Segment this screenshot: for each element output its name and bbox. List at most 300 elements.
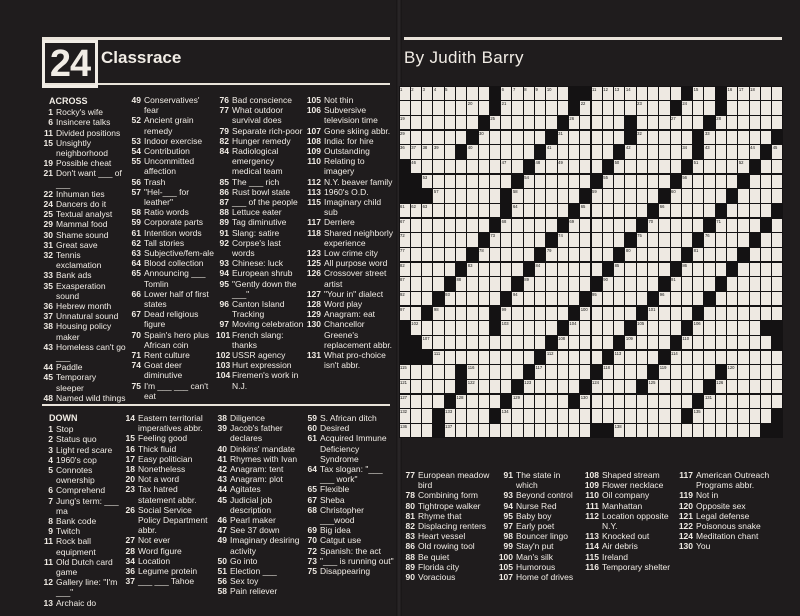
- grid-cell[interactable]: [580, 116, 590, 130]
- grid-cell[interactable]: [569, 292, 579, 306]
- grid-cell[interactable]: [693, 409, 703, 423]
- grid-cell[interactable]: [546, 101, 556, 115]
- grid-cell[interactable]: [772, 233, 782, 247]
- grid-cell[interactable]: [422, 277, 432, 291]
- grid-cell[interactable]: [603, 365, 613, 379]
- grid-cell[interactable]: [411, 160, 421, 174]
- grid-cell[interactable]: [467, 409, 477, 423]
- grid-cell[interactable]: [603, 101, 613, 115]
- grid-cell[interactable]: [400, 131, 410, 145]
- grid-cell[interactable]: [625, 365, 635, 379]
- grid-cell[interactable]: [750, 365, 760, 379]
- grid-cell[interactable]: [727, 116, 737, 130]
- grid-cell[interactable]: [738, 351, 748, 365]
- grid-cell[interactable]: [479, 219, 489, 233]
- grid-cell[interactable]: [479, 145, 489, 159]
- grid-cell[interactable]: [761, 307, 771, 321]
- grid-cell[interactable]: [433, 336, 443, 350]
- grid-cell[interactable]: [693, 87, 703, 101]
- grid-cell[interactable]: [411, 277, 421, 291]
- grid-cell[interactable]: [546, 321, 556, 335]
- grid-cell[interactable]: [490, 189, 500, 203]
- grid-cell[interactable]: [738, 424, 748, 438]
- grid-cell[interactable]: [433, 101, 443, 115]
- grid-cell[interactable]: [580, 160, 590, 174]
- grid-cell[interactable]: [682, 307, 692, 321]
- grid-cell[interactable]: [659, 116, 669, 130]
- grid-cell[interactable]: [411, 307, 421, 321]
- grid-cell[interactable]: [400, 277, 410, 291]
- grid-cell[interactable]: [512, 424, 522, 438]
- grid-cell[interactable]: [648, 307, 658, 321]
- grid-cell[interactable]: [445, 189, 455, 203]
- grid-cell[interactable]: [592, 351, 602, 365]
- grid-cell[interactable]: [580, 101, 590, 115]
- grid-cell[interactable]: [625, 219, 635, 233]
- grid-cell[interactable]: [727, 307, 737, 321]
- grid-cell[interactable]: [411, 409, 421, 423]
- grid-cell[interactable]: [580, 145, 590, 159]
- grid-cell[interactable]: [512, 292, 522, 306]
- grid-cell[interactable]: [535, 395, 545, 409]
- grid-cell[interactable]: [637, 233, 647, 247]
- grid-cell[interactable]: [546, 351, 556, 365]
- grid-cell[interactable]: [716, 248, 726, 262]
- grid-cell[interactable]: [614, 175, 624, 189]
- grid-cell[interactable]: [682, 336, 692, 350]
- grid-cell[interactable]: [422, 219, 432, 233]
- grid-cell[interactable]: [738, 131, 748, 145]
- grid-cell[interactable]: [479, 321, 489, 335]
- grid-cell[interactable]: [456, 116, 466, 130]
- grid-cell[interactable]: [558, 395, 568, 409]
- grid-cell[interactable]: [524, 277, 534, 291]
- grid-cell[interactable]: [490, 131, 500, 145]
- grid-cell[interactable]: [512, 321, 522, 335]
- grid-cell[interactable]: [535, 263, 545, 277]
- grid-cell[interactable]: [603, 395, 613, 409]
- grid-cell[interactable]: [535, 424, 545, 438]
- grid-cell[interactable]: [580, 395, 590, 409]
- grid-cell[interactable]: [637, 204, 647, 218]
- grid-cell[interactable]: [614, 395, 624, 409]
- grid-cell[interactable]: [501, 160, 511, 174]
- grid-cell[interactable]: [671, 409, 681, 423]
- grid-cell[interactable]: [682, 277, 692, 291]
- grid-cell[interactable]: [693, 365, 703, 379]
- grid-cell[interactable]: [761, 116, 771, 130]
- grid-cell[interactable]: [400, 409, 410, 423]
- grid-cell[interactable]: [400, 365, 410, 379]
- grid-cell[interactable]: [671, 189, 681, 203]
- grid-cell[interactable]: [512, 263, 522, 277]
- grid-cell[interactable]: [682, 189, 692, 203]
- grid-cell[interactable]: [750, 395, 760, 409]
- grid-cell[interactable]: [546, 219, 556, 233]
- grid-cell[interactable]: [456, 277, 466, 291]
- grid-cell[interactable]: [467, 189, 477, 203]
- grid-cell[interactable]: [592, 292, 602, 306]
- grid-cell[interactable]: [772, 87, 782, 101]
- grid-cell[interactable]: [456, 351, 466, 365]
- grid-cell[interactable]: [738, 204, 748, 218]
- grid-cell[interactable]: [750, 409, 760, 423]
- grid-cell[interactable]: [637, 321, 647, 335]
- grid-cell[interactable]: [738, 233, 748, 247]
- grid-cell[interactable]: [614, 131, 624, 145]
- grid-cell[interactable]: [625, 292, 635, 306]
- grid-cell[interactable]: [569, 263, 579, 277]
- grid-cell[interactable]: [433, 395, 443, 409]
- grid-cell[interactable]: [535, 336, 545, 350]
- grid-cell[interactable]: [422, 365, 432, 379]
- grid-cell[interactable]: [693, 351, 703, 365]
- grid-cell[interactable]: [738, 160, 748, 174]
- grid-cell[interactable]: [693, 424, 703, 438]
- grid-cell[interactable]: [479, 395, 489, 409]
- grid-cell[interactable]: [456, 409, 466, 423]
- grid-cell[interactable]: [772, 145, 782, 159]
- grid-cell[interactable]: [614, 204, 624, 218]
- grid-cell[interactable]: [512, 233, 522, 247]
- grid-cell[interactable]: [637, 424, 647, 438]
- grid-cell[interactable]: [558, 189, 568, 203]
- grid-cell[interactable]: [693, 321, 703, 335]
- grid-cell[interactable]: [625, 424, 635, 438]
- grid-cell[interactable]: [467, 233, 477, 247]
- grid-cell[interactable]: [750, 175, 760, 189]
- grid-cell[interactable]: [603, 336, 613, 350]
- grid-cell[interactable]: [738, 395, 748, 409]
- grid-cell[interactable]: [569, 160, 579, 174]
- grid-cell[interactable]: [422, 409, 432, 423]
- grid-cell[interactable]: [750, 87, 760, 101]
- grid-cell[interactable]: [671, 395, 681, 409]
- grid-cell[interactable]: [592, 131, 602, 145]
- grid-cell[interactable]: [535, 131, 545, 145]
- grid-cell[interactable]: [625, 87, 635, 101]
- grid-cell[interactable]: [558, 292, 568, 306]
- grid-cell[interactable]: [479, 292, 489, 306]
- grid-cell[interactable]: [727, 219, 737, 233]
- grid-cell[interactable]: [648, 145, 658, 159]
- grid-cell[interactable]: [558, 409, 568, 423]
- grid-cell[interactable]: [682, 263, 692, 277]
- grid-cell[interactable]: [659, 219, 669, 233]
- grid-cell[interactable]: [411, 233, 421, 247]
- grid-cell[interactable]: [501, 365, 511, 379]
- grid-cell[interactable]: [558, 145, 568, 159]
- grid-cell[interactable]: [569, 424, 579, 438]
- grid-cell[interactable]: [445, 87, 455, 101]
- grid-cell[interactable]: [501, 145, 511, 159]
- grid-cell[interactable]: [569, 351, 579, 365]
- grid-cell[interactable]: [614, 424, 624, 438]
- grid-cell[interactable]: [738, 189, 748, 203]
- grid-cell[interactable]: [614, 233, 624, 247]
- grid-cell[interactable]: [637, 292, 647, 306]
- grid-cell[interactable]: [512, 395, 522, 409]
- grid-cell[interactable]: [659, 365, 669, 379]
- grid-cell[interactable]: [433, 248, 443, 262]
- grid-cell[interactable]: [433, 219, 443, 233]
- grid-cell[interactable]: [467, 204, 477, 218]
- grid-cell[interactable]: [445, 219, 455, 233]
- grid-cell[interactable]: [592, 204, 602, 218]
- grid-cell[interactable]: [648, 131, 658, 145]
- grid-cell[interactable]: [682, 380, 692, 394]
- grid-cell[interactable]: [727, 351, 737, 365]
- grid-cell[interactable]: [558, 380, 568, 394]
- grid-cell[interactable]: [512, 307, 522, 321]
- grid-cell[interactable]: [750, 116, 760, 130]
- grid-cell[interactable]: [592, 307, 602, 321]
- grid-cell[interactable]: [524, 380, 534, 394]
- grid-cell[interactable]: [625, 189, 635, 203]
- grid-cell[interactable]: [467, 321, 477, 335]
- grid-cell[interactable]: [580, 131, 590, 145]
- grid-cell[interactable]: [614, 116, 624, 130]
- grid-cell[interactable]: [693, 160, 703, 174]
- grid-cell[interactable]: [625, 277, 635, 291]
- grid-cell[interactable]: [422, 204, 432, 218]
- grid-cell[interactable]: [535, 219, 545, 233]
- grid-cell[interactable]: [546, 424, 556, 438]
- grid-cell[interactable]: [625, 145, 635, 159]
- grid-cell[interactable]: [704, 351, 714, 365]
- grid-cell[interactable]: [625, 395, 635, 409]
- grid-cell[interactable]: [625, 263, 635, 277]
- grid-cell[interactable]: [546, 175, 556, 189]
- grid-cell[interactable]: [501, 380, 511, 394]
- grid-cell[interactable]: [411, 424, 421, 438]
- grid-cell[interactable]: [490, 365, 500, 379]
- grid-cell[interactable]: [648, 87, 658, 101]
- grid-cell[interactable]: [772, 248, 782, 262]
- grid-cell[interactable]: [433, 263, 443, 277]
- grid-cell[interactable]: [512, 204, 522, 218]
- grid-cell[interactable]: [467, 160, 477, 174]
- grid-cell[interactable]: [535, 189, 545, 203]
- grid-cell[interactable]: [524, 101, 534, 115]
- grid-cell[interactable]: [456, 101, 466, 115]
- grid-cell[interactable]: [512, 248, 522, 262]
- grid-cell[interactable]: [614, 219, 624, 233]
- grid-cell[interactable]: [456, 175, 466, 189]
- grid-cell[interactable]: [738, 336, 748, 350]
- grid-cell[interactable]: [682, 101, 692, 115]
- grid-cell[interactable]: [580, 219, 590, 233]
- grid-cell[interactable]: [422, 87, 432, 101]
- grid-cell[interactable]: [479, 336, 489, 350]
- grid-cell[interactable]: [738, 321, 748, 335]
- grid-cell[interactable]: [422, 395, 432, 409]
- grid-cell[interactable]: [704, 263, 714, 277]
- grid-cell[interactable]: [433, 277, 443, 291]
- grid-cell[interactable]: [659, 233, 669, 247]
- grid-cell[interactable]: [569, 175, 579, 189]
- grid-cell[interactable]: [569, 321, 579, 335]
- grid-cell[interactable]: [445, 380, 455, 394]
- grid-cell[interactable]: [704, 424, 714, 438]
- grid-cell[interactable]: [592, 145, 602, 159]
- grid-cell[interactable]: [716, 307, 726, 321]
- grid-cell[interactable]: [592, 219, 602, 233]
- grid-cell[interactable]: [750, 204, 760, 218]
- grid-cell[interactable]: [727, 101, 737, 115]
- grid-cell[interactable]: [580, 409, 590, 423]
- grid-cell[interactable]: [637, 160, 647, 174]
- grid-cell[interactable]: [704, 145, 714, 159]
- grid-cell[interactable]: [738, 307, 748, 321]
- grid-cell[interactable]: [411, 380, 421, 394]
- grid-cell[interactable]: [693, 175, 703, 189]
- grid-cell[interactable]: [467, 175, 477, 189]
- grid-cell[interactable]: [501, 321, 511, 335]
- grid-cell[interactable]: [524, 145, 534, 159]
- grid-cell[interactable]: [772, 175, 782, 189]
- grid-cell[interactable]: [659, 336, 669, 350]
- grid-cell[interactable]: [750, 248, 760, 262]
- grid-cell[interactable]: [750, 424, 760, 438]
- grid-cell[interactable]: [456, 87, 466, 101]
- grid-cell[interactable]: [501, 87, 511, 101]
- grid-cell[interactable]: [704, 395, 714, 409]
- grid-cell[interactable]: [716, 321, 726, 335]
- grid-cell[interactable]: [501, 131, 511, 145]
- grid-cell[interactable]: [671, 204, 681, 218]
- grid-cell[interactable]: [400, 116, 410, 130]
- grid-cell[interactable]: [456, 248, 466, 262]
- grid-cell[interactable]: [501, 351, 511, 365]
- grid-cell[interactable]: [659, 395, 669, 409]
- grid-cell[interactable]: [693, 116, 703, 130]
- grid-cell[interactable]: [603, 321, 613, 335]
- grid-cell[interactable]: [659, 263, 669, 277]
- grid-cell[interactable]: [433, 189, 443, 203]
- grid-cell[interactable]: [648, 409, 658, 423]
- grid-cell[interactable]: [716, 424, 726, 438]
- grid-cell[interactable]: [603, 307, 613, 321]
- grid-cell[interactable]: [490, 248, 500, 262]
- grid-cell[interactable]: [750, 307, 760, 321]
- grid-cell[interactable]: [524, 351, 534, 365]
- grid-cell[interactable]: [569, 233, 579, 247]
- grid-cell[interactable]: [682, 116, 692, 130]
- grid-cell[interactable]: [535, 307, 545, 321]
- grid-cell[interactable]: [433, 365, 443, 379]
- grid-cell[interactable]: [648, 189, 658, 203]
- grid-cell[interactable]: [727, 175, 737, 189]
- grid-cell[interactable]: [400, 233, 410, 247]
- grid-cell[interactable]: [456, 424, 466, 438]
- grid-cell[interactable]: [671, 351, 681, 365]
- grid-cell[interactable]: [761, 87, 771, 101]
- grid-cell[interactable]: [411, 87, 421, 101]
- grid-cell[interactable]: [682, 145, 692, 159]
- grid-cell[interactable]: [433, 380, 443, 394]
- grid-cell[interactable]: [659, 321, 669, 335]
- grid-cell[interactable]: [648, 263, 658, 277]
- grid-cell[interactable]: [490, 145, 500, 159]
- grid-cell[interactable]: [727, 131, 737, 145]
- grid-cell[interactable]: [400, 219, 410, 233]
- grid-cell[interactable]: [479, 101, 489, 115]
- grid-cell[interactable]: [592, 116, 602, 130]
- grid-cell[interactable]: [501, 336, 511, 350]
- grid-cell[interactable]: [501, 277, 511, 291]
- grid-cell[interactable]: [546, 116, 556, 130]
- grid-cell[interactable]: [422, 263, 432, 277]
- grid-cell[interactable]: [727, 277, 737, 291]
- grid-cell[interactable]: [693, 277, 703, 291]
- grid-cell[interactable]: [625, 351, 635, 365]
- grid-cell[interactable]: [704, 365, 714, 379]
- grid-cell[interactable]: [580, 263, 590, 277]
- grid-cell[interactable]: [738, 87, 748, 101]
- grid-cell[interactable]: [750, 145, 760, 159]
- grid-cell[interactable]: [603, 204, 613, 218]
- grid-cell[interactable]: [659, 380, 669, 394]
- grid-cell[interactable]: [400, 380, 410, 394]
- grid-cell[interactable]: [671, 424, 681, 438]
- grid-cell[interactable]: [750, 131, 760, 145]
- grid-cell[interactable]: [625, 175, 635, 189]
- grid-cell[interactable]: [535, 277, 545, 291]
- grid-cell[interactable]: [512, 145, 522, 159]
- grid-cell[interactable]: [659, 292, 669, 306]
- grid-cell[interactable]: [400, 87, 410, 101]
- grid-cell[interactable]: [490, 277, 500, 291]
- grid-cell[interactable]: [704, 204, 714, 218]
- grid-cell[interactable]: [772, 292, 782, 306]
- grid-cell[interactable]: [772, 160, 782, 174]
- grid-cell[interactable]: [433, 233, 443, 247]
- grid-cell[interactable]: [625, 160, 635, 174]
- grid-cell[interactable]: [614, 263, 624, 277]
- grid-cell[interactable]: [445, 336, 455, 350]
- grid-cell[interactable]: [693, 204, 703, 218]
- grid-cell[interactable]: [704, 160, 714, 174]
- grid-cell[interactable]: [603, 131, 613, 145]
- grid-cell[interactable]: [637, 395, 647, 409]
- grid-cell[interactable]: [727, 365, 737, 379]
- grid-cell[interactable]: [535, 365, 545, 379]
- grid-cell[interactable]: [761, 263, 771, 277]
- grid-cell[interactable]: [433, 116, 443, 130]
- grid-cell[interactable]: [580, 336, 590, 350]
- grid-cell[interactable]: [750, 321, 760, 335]
- grid-cell[interactable]: [614, 351, 624, 365]
- grid-cell[interactable]: [750, 219, 760, 233]
- grid-cell[interactable]: [524, 424, 534, 438]
- grid-cell[interactable]: [648, 175, 658, 189]
- grid-cell[interactable]: [524, 292, 534, 306]
- grid-cell[interactable]: [490, 116, 500, 130]
- grid-cell[interactable]: [592, 336, 602, 350]
- grid-cell[interactable]: [614, 101, 624, 115]
- grid-cell[interactable]: [716, 351, 726, 365]
- grid-cell[interactable]: [535, 409, 545, 423]
- grid-cell[interactable]: [445, 233, 455, 247]
- grid-cell[interactable]: [524, 336, 534, 350]
- grid-cell[interactable]: [682, 292, 692, 306]
- grid-cell[interactable]: [445, 204, 455, 218]
- grid-cell[interactable]: [535, 116, 545, 130]
- grid-cell[interactable]: [512, 116, 522, 130]
- grid-cell[interactable]: [445, 160, 455, 174]
- grid-cell[interactable]: [682, 395, 692, 409]
